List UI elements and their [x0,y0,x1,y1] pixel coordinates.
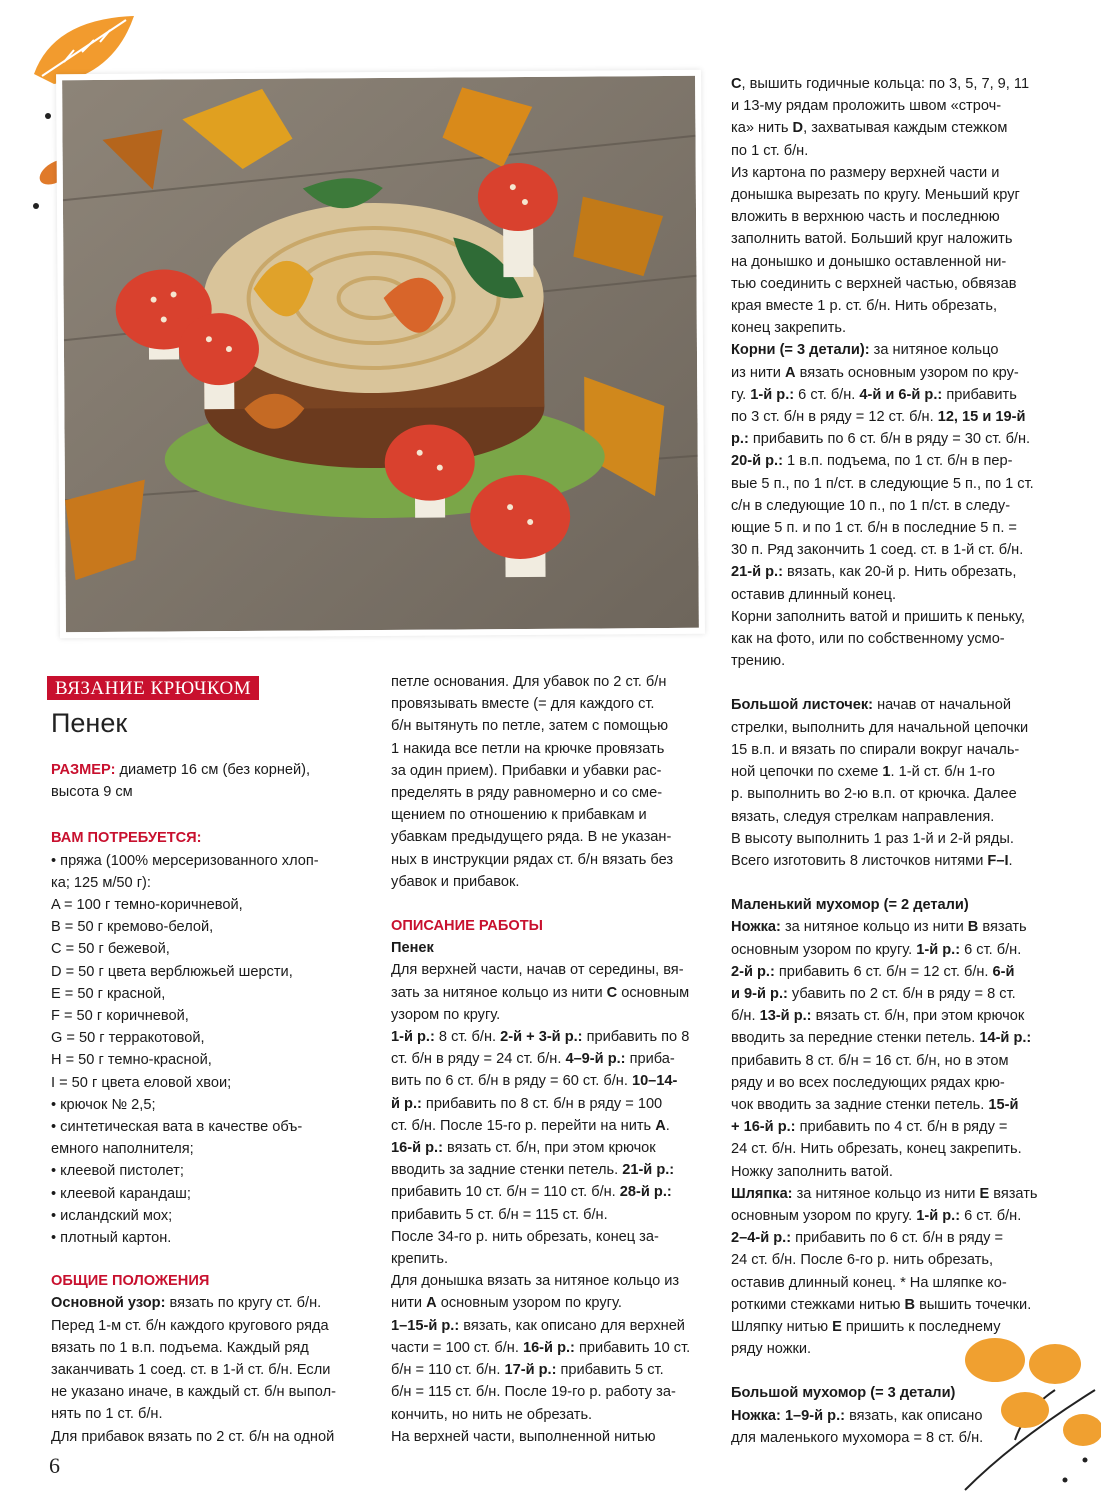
text-line: В высоту выполнить 1 раз 1-й и 2-й ряды. [731,830,1014,847]
text-line: прибавить 10 ст. б/н = 110 ст. б/н. 28-й р.: [391,1184,672,1201]
page-title: Пенек [51,708,128,738]
text-line: б/н вытянуть по петле, затем с помощью [391,718,669,735]
text-line: как на фото, или по собственному усмо- [731,631,1005,648]
text-line: гу. 1-й р.: 6 ст. б/н. 4-й и 6-й р.: прибавить [731,386,1017,403]
text-line: Ножка: за нитяное кольцо из нити B вязать [731,919,1027,936]
material-item: C = 50 г бежевой, [51,941,170,958]
general-line: Перед 1-м ст. б/н каждого кругового ряда [51,1317,329,1334]
text-line: ряду и во всех последующих рядах крю- [731,1074,1005,1091]
material-item: E = 50 г красной, [51,985,166,1002]
material-item: • плотный картон. [51,1230,172,1247]
text-line: 24 ст. б/н. После 6-го р. нить обрезать, [731,1252,994,1269]
text-line: оставив длинный конец. [731,586,897,603]
text-line: Из картона по размеру верхней части и [731,164,1000,181]
text-line: заполнить ватой. Больший круг наложить [731,231,1013,248]
middle-column [391,671,709,1448]
text-line: с/н в следующие 10 п., по 1 п/ст. в следу- [731,497,1011,514]
text-line: и 13-му рядам проложить швом «строч- [731,98,1002,115]
size-height: высота 9 см [51,784,133,801]
text-line: 15 в.п. и вязать по спирали вокруг началь- [731,741,1020,758]
need-heading: ВАМ ПОТРЕБУЕТСЯ: [51,830,202,847]
text-line: узором по кругу. [391,1006,501,1023]
text-line: кончить, но нить не обрезать. [391,1406,593,1423]
text-line: Всего изготовить 8 листочков нитями F–I. [731,852,1013,869]
text-line: На верхней части, выполненной нитью [391,1428,656,1445]
size-line: РАЗМЕР: диаметр 16 см (без корней), [51,762,311,778]
text-line: После 34-го р. нить обрезать, конец за- [391,1228,659,1245]
material-item: F = 50 г коричневой, [51,1008,189,1025]
text-line: р. выполнить во 2-ю в.п. от крючка. Далее [731,786,1017,803]
general-line: не указано иначе, в каждый ст. б/н выпол- [51,1384,336,1401]
text-line: чок вводить за задние стенки петель. 15-й [731,1096,1019,1113]
text-line: Большой листочек: начав от начальной [731,697,1012,714]
material-item: G = 50 г терракотовой, [51,1030,205,1047]
text-line: части = 100 ст. б/н. 16-й р.: прибавить 10 ст. [391,1339,691,1356]
text-line: ст. б/н. После 15-го р. перейти на нить A. [391,1117,670,1134]
material-item: • клеевой пистолет; [51,1163,184,1180]
material-item: B = 50 г кремово-белой, [51,919,214,936]
general-heading: ОБЩИЕ ПОЛОЖЕНИЯ [51,1273,210,1290]
big-mushroom-heading: Большой мухомор (= 3 детали) [731,1385,956,1402]
stump-heading: Пенек [391,940,434,957]
text-line: 1-й р.: 8 ст. б/н. 2-й + 3-й р.: прибавить по 8 [391,1029,690,1046]
text-line: Шляпку нитью E пришить к последнему [731,1318,1001,1335]
text-line: 21-й р.: вязать, как 20-й р. Нить обрезать, [731,564,1017,581]
text-line: Ножка: 1–9-й р.: вязать, как описано [731,1407,983,1424]
page-number: 6 [49,1453,60,1478]
text-line: 30 п. Ряд закончить 1 соед. ст. в 1-й ст. б/н. [731,542,1024,559]
text-line: тью соединить с верхней частью, обвязав [731,275,1017,292]
text-line: ст. б/н в ряду = 24 ст. б/н. 4–9-й р.: приба- [391,1051,675,1068]
text-line: пределять в ряду равномерно и со сме- [391,785,663,802]
text-line: б/н = 110 ст. б/н. 17-й р.: прибавить 5 ст. [391,1362,664,1379]
general-line: нять по 1 ст. б/н. [51,1406,163,1423]
text-line: C, вышить годичные кольца: по 3, 5, 7, 9, 11 [731,76,1030,92]
right-column [731,73,1056,1449]
text-line: Корни заполнить ватой и пришить к пеньку, [731,608,1025,625]
text-line: Шляпка: за нитяное кольцо из нити E вязать [731,1185,1038,1202]
text-line: убавок и прибавок. [391,873,520,890]
text-line: края вместе 1 р. ст. б/н. Нить обрезать, [731,298,997,315]
size-label: РАЗМЕР: [51,762,116,778]
text-line: Корни (= 3 детали): за нитяное кольцо [731,342,999,359]
text-line: Для верхней части, начав от середины, вя- [391,962,684,979]
material-item: A = 100 г темно-коричневой, [51,897,243,914]
text-line: убавкам предыдущего ряда. В не указан- [391,829,672,846]
text-line: б/н = 115 ст. б/н. После 19-го р. работу за- [391,1384,676,1401]
material-item: H = 50 г темно-красной, [51,1052,212,1069]
text-line: из нити A вязать основным узором по кру- [731,364,1019,381]
text-line: 2–4-й р.: прибавить по 6 ст. б/н в ряду = [731,1230,1003,1247]
text-line: вводить за передние стенки петель. 14-й р.: [731,1030,1032,1047]
material-item: • пряжа (100% мерсеризованного хлоп- [51,852,319,869]
text-line: вые 5 п., по 1 п/ст. в следующие 5 п., по 1 ст. [731,475,1034,492]
product-photo [56,70,705,638]
material-item: емного наполнителя; [51,1141,194,1158]
text-line: 1 накида все петли на крючке провязать [391,740,665,757]
text-line: зать за нитяное кольцо из нити C основным [391,984,690,1001]
small-mushroom-heading: Маленький мухомор (= 2 детали) [731,897,969,914]
text-line: роткими стежками нитью B вышить точечки. [731,1296,1032,1313]
text-line: ка» нить D, захватывая каждым стежком [731,120,1008,137]
left-column [51,759,371,1448]
text-line: крепить. [391,1251,449,1268]
text-line: б/н. 13-й р.: вязать ст. б/н, при этом крючок [731,1008,1025,1025]
material-item: • исландский мох; [51,1207,173,1224]
text-line: прибавить 8 ст. б/н = 16 ст. б/н, но в этом [731,1052,1009,1069]
text-line: щением по отношению к прибавкам и [391,807,647,824]
text-line: основным узором по кругу. 1-й р.: 6 ст. б/н. [731,941,1022,958]
general-line: Основной узор: вязать по кругу ст. б/н. [51,1295,322,1312]
text-line: прибавить 5 ст. б/н = 115 ст. б/н. [391,1206,608,1223]
text-line: вводить за задние стенки петель. 21-й р.: [391,1162,675,1179]
text-line: вложить в верхнюю часть и последнюю [731,209,1000,226]
text-line: 20-й р.: 1 в.п. подъема, по 1 ст. б/н в пер- [731,453,1013,470]
general-line: вязать по 1 в.п. подъема. Каждый ряд [51,1339,309,1356]
material-item: ка; 125 м/50 г): [51,874,151,891]
general-line: заканчивать 1 соед. ст. в 1-й ст. б/н. Если [51,1362,331,1379]
text-line: оставив длинный конец. * На шляпке ко- [731,1274,1007,1291]
text-line: для маленького мухомора = 8 ст. б/н. [731,1429,984,1446]
text-line: по 1 ст. б/н. [731,142,809,159]
text-line: нити A основным узором по кругу. [391,1295,622,1312]
material-item: • клеевой карандаш; [51,1185,191,1202]
text-line: провязывать вместе (= для каждого ст. [391,696,655,713]
work-heading: ОПИСАНИЕ РАБОТЫ [391,918,543,935]
text-line: ющие 5 п. и по 1 ст. б/н в последние 5 п. = [731,520,1017,537]
text-line: за один прием). Прибавки и убавки рас- [391,762,662,779]
text-line: и 9-й р.: убавить по 2 ст. б/н в ряду = 8 ст. [731,985,1016,1002]
branch-leaves-icon [955,1330,1101,1500]
text-line: 2-й р.: прибавить 6 ст. б/н = 12 ст. б/н. 6-й [731,963,1015,980]
text-line: 16-й р.: вязать ст. б/н, при этом крючок [391,1140,656,1157]
text-line: 24 ст. б/н. Нить обрезать, конец закрепить. [731,1141,1022,1158]
stump-photo-illustration [62,76,699,632]
text-line: конец закрепить. [731,320,847,337]
text-line: по 3 ст. б/н в ряду = 12 ст. б/н. 12, 15 и 19-й [731,409,1026,426]
text-line: вить по 6 ст. б/н в ряду = 60 ст. б/н. 10–14- [391,1073,678,1090]
material-item: D = 50 г цвета верблюжьей шерсти, [51,963,293,980]
text-line: на донышко и донышко оставленной ни- [731,253,1007,270]
text-line: основным узором по кругу. 1-й р.: 6 ст. б/н. [731,1207,1022,1224]
text-line: Для донышка вязать за нитяное кольцо из [391,1273,680,1290]
section-rubric: ВЯЗАНИЕ КРЮЧКОМ [47,676,259,700]
text-line: ряду ножки. [731,1341,812,1358]
material-item: • синтетическая вата в качестве объ- [51,1119,303,1136]
text-line: й р.: прибавить по 8 ст. б/н в ряду = 100 [391,1095,663,1112]
text-line: р.: прибавить по 6 ст. б/н в ряду = 30 ст. б/н. [731,431,1031,448]
text-line: + 16-й р.: прибавить по 4 ст. б/н в ряду = [731,1119,1008,1136]
general-line: Для прибавок вязать по 2 ст. б/н на одной [51,1428,335,1445]
text-line: 1–15-й р.: вязать, как описано для верхней [391,1317,685,1334]
text-line: стрелки, выполнить для начальной цепочки [731,719,1029,736]
text-line: ной цепочки по схеме 1. 1-й ст. б/н 1-го [731,764,995,781]
text-line: вязать, следуя стрелкам направления. [731,808,995,825]
text-line: донышка вырезать по кругу. Меньший круг [731,187,1020,204]
material-item: I = 50 г цвета еловой хвои; [51,1074,232,1091]
text-line: петле основания. Для убавок по 2 ст. б/н [391,674,667,690]
material-item: • крючок № 2,5; [51,1096,156,1113]
text-line: ных в инструкции рядах ст. б/н вязать без [391,851,674,868]
text-line: Ножку заполнить ватой. [731,1163,893,1180]
text-line: трению. [731,653,786,670]
